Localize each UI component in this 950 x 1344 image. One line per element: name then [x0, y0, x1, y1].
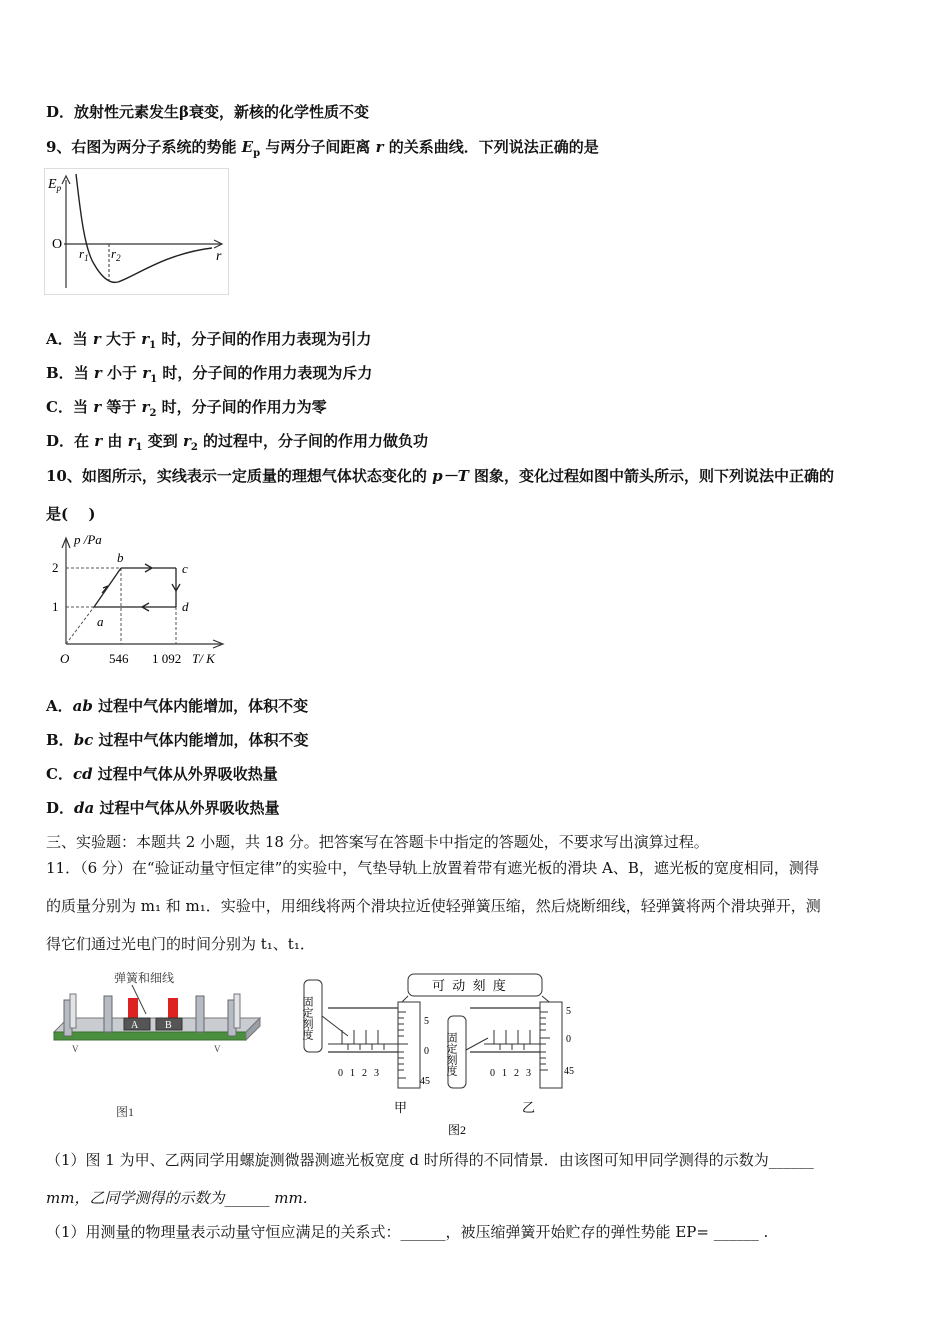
- svg-text:2: 2: [514, 1068, 519, 1079]
- q10-tick-2: 2: [52, 560, 59, 575]
- svg-text:1: 1: [350, 1068, 355, 1079]
- q10-x-unit: T/ K: [192, 651, 215, 666]
- q11-line1: 11．（6 分）在“验证动量守恒定律”的实验中，气垫导轨上放置着带有遮光板的滑块 A、B，遮光板的宽度相同，测得: [46, 859, 819, 877]
- q8-option-d: D．放射性元素发生β衰变，新核的化学性质不变: [46, 103, 369, 121]
- svg-text:V: V: [72, 1044, 79, 1054]
- section3-heading: 三、实验题：本题共 2 小题，共 18 分。把答案写在答题卡中指定的答题处，不要求写出演算过程。: [46, 833, 709, 851]
- q11-line2: 的质量分别为 m₁ 和 m₁．实验中，用细线将两个滑块拉近使轻弹簧压缩，然后烧断细线，轻弹簧将两个滑块弹开，测: [46, 897, 821, 915]
- q9-y-label: $E_p$: [48, 177, 62, 193]
- q10-stem-line2: 是( ): [46, 505, 96, 523]
- svg-text:B: B: [165, 1020, 172, 1031]
- fig1-shade-b: [168, 998, 178, 1020]
- fig2-caption: 图2: [448, 1123, 467, 1137]
- svg-text:1: 1: [502, 1068, 507, 1079]
- fig2-label-jia: 甲: [394, 1100, 408, 1115]
- svg-text:固定刻度: 固定刻度: [445, 1032, 457, 1076]
- q9-option-b: B．当 r 小于 $r_1$ 时，分子间的作用力表现为斥力: [46, 364, 373, 385]
- svg-text:3: 3: [526, 1068, 531, 1079]
- q10-option-d: D．da 过程中气体从外界吸收热量: [46, 799, 280, 817]
- q11-line3: 得它们通过光电门的时间分别为 t₁、t₁．: [46, 935, 315, 953]
- svg-text:5: 5: [566, 1006, 571, 1017]
- fig1-spring-label: 弹簧和细线: [114, 971, 175, 985]
- q10-option-c: C．cd 过程中气体从外界吸收热量: [46, 765, 278, 783]
- q10-tick-1092: 1 092: [152, 651, 182, 666]
- fig1-shade-a: [128, 998, 138, 1020]
- q10-tick-1: 1: [52, 599, 59, 614]
- svg-text:5: 5: [424, 1016, 429, 1027]
- svg-text:0: 0: [424, 1046, 429, 1057]
- fig2-left-thimble: [398, 1002, 420, 1088]
- fig1-rail-base: [54, 1032, 246, 1040]
- q9-r1-label: $r_1$: [79, 246, 89, 263]
- q9-stem: 9、右图为两分子系统的势能 $E_p$ 与两分子间距离 r 的关系曲线．下列说法正确的是: [46, 138, 599, 159]
- svg-text:固定刻度: 固定刻度: [301, 996, 313, 1040]
- q10-point-a: a: [97, 614, 104, 629]
- svg-text:0: 0: [566, 1034, 571, 1045]
- q11-sub1-line1: （1）图 1 为甲、乙两同学用螺旋测微器测遮光板宽度 d 时所得的不同情景．由该图可知甲同学测得的示数为______: [46, 1151, 814, 1169]
- q10-point-c: c: [182, 561, 188, 576]
- q9-option-c: C．当 r 等于 $r_2$ 时，分子间的作用力为零: [46, 398, 327, 419]
- q9-energy-curve-figure: [44, 168, 230, 296]
- svg-text:45: 45: [420, 1076, 430, 1087]
- q11-sub2-line: （1）用测量的物理量表示动量守恒应满足的关系式：______，被压缩弹簧开始贮存的弹性势能 EP= ______ .: [46, 1223, 769, 1241]
- q11-fig2-micrometers: [298, 966, 588, 1140]
- q10-option-b: B．bc 过程中气体内能增加，体积不变: [46, 731, 309, 749]
- svg-text:0: 0: [338, 1068, 343, 1079]
- q9-option-a: A．当 r 大于 $r_1$ 时，分子间的作用力表现为引力: [46, 330, 372, 351]
- q10-origin: O: [60, 651, 70, 666]
- q10-pt-diagram: [46, 532, 236, 672]
- q9-r2-label: $r_2$: [111, 246, 121, 263]
- q10-tick-546: 546: [109, 651, 129, 666]
- q9-ep-curve: [76, 174, 212, 282]
- q10-point-d: d: [182, 599, 189, 614]
- svg-text:0: 0: [490, 1068, 495, 1079]
- fig1-caption: 图1: [116, 1105, 135, 1119]
- q9-origin: O: [52, 237, 63, 252]
- q11-fig1-air-track: [46, 966, 268, 1126]
- q10-point-b: b: [117, 550, 124, 565]
- q10-stem-line1: 10、如图所示，实线表示一定质量的理想气体状态变化的 p－T 图象，变化过程如图中箭头所示，则下列说法中正确的: [46, 467, 834, 485]
- q9-option-d: D．在 r 由 $r_1$ 变到 $r_2$ 的过程中，分子间的作用力做负功: [46, 432, 429, 453]
- svg-text:3: 3: [374, 1068, 379, 1079]
- svg-text:V: V: [214, 1044, 221, 1054]
- fig2-label-yi: 乙: [522, 1100, 536, 1115]
- svg-text:2: 2: [362, 1068, 367, 1079]
- q9-x-label: r: [216, 249, 222, 264]
- svg-text:45: 45: [564, 1066, 574, 1077]
- q10-y-label: p /Pa: [74, 532, 102, 547]
- q11-sub1-line2: mm，乙同学测得的示数为______ mm．: [46, 1189, 318, 1207]
- svg-text:可 动 刻 度: 可 动 刻 度: [432, 978, 508, 993]
- q10-option-a: A．ab 过程中气体内能增加，体积不变: [46, 697, 309, 715]
- svg-text:A: A: [131, 1020, 139, 1031]
- fig2-right-thimble: [540, 1002, 562, 1088]
